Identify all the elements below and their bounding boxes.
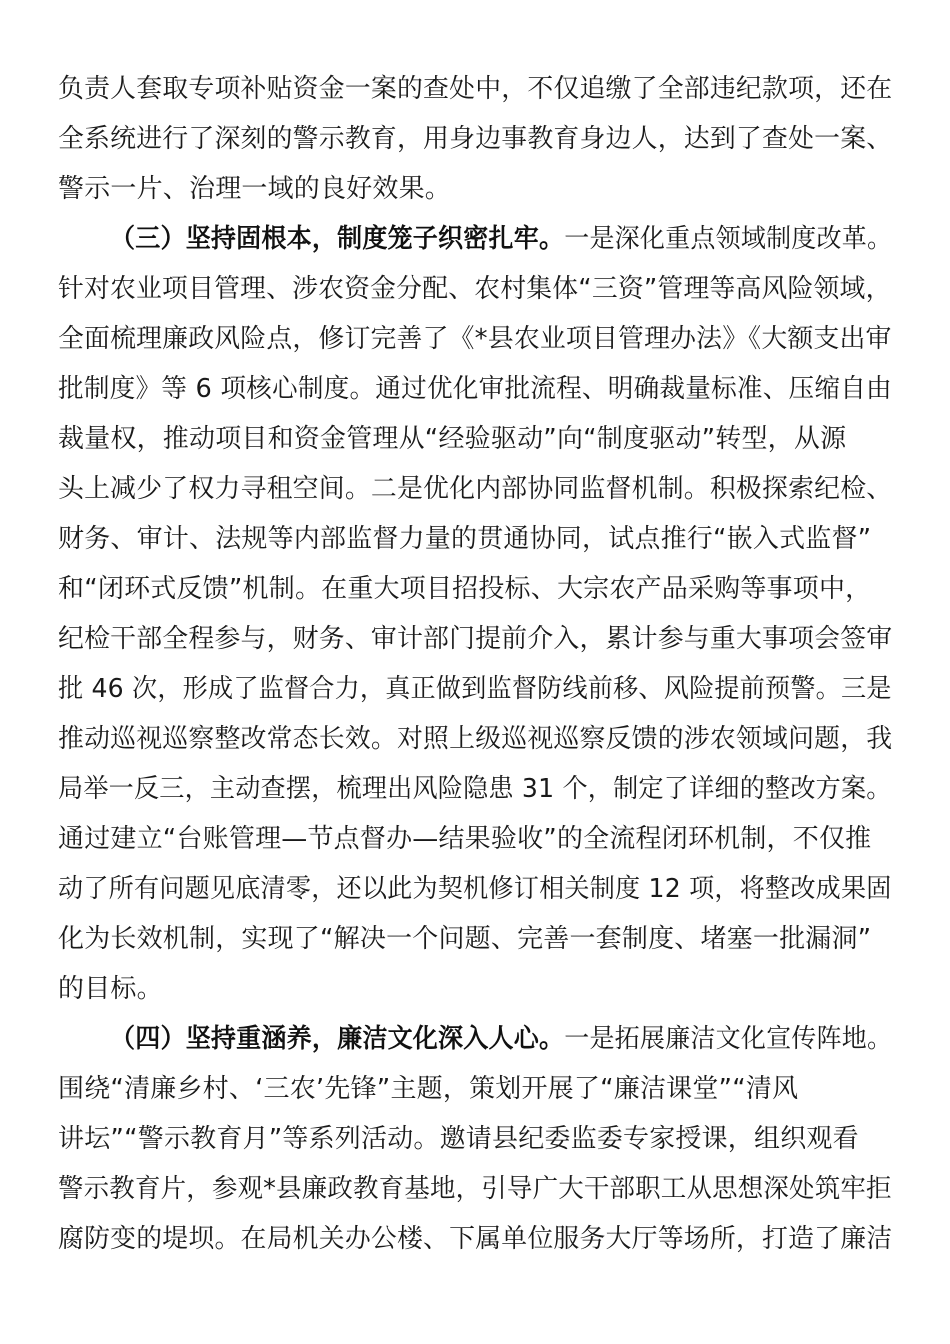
section-heading-4: （四）坚持重涵养，廉洁文化深入人心。 bbox=[110, 1024, 565, 1054]
text-line: 全系统进行了深刻的警示教育，用身边事教育身边人，达到了查处一案、 bbox=[58, 124, 893, 154]
text-line: 警示一片、治理一域的良好效果。 bbox=[58, 174, 452, 204]
section-heading-3: （三）坚持固根本，制度笼子织密扎牢。 bbox=[110, 224, 565, 254]
text-span: 一是深化重点领域制度改革。 bbox=[564, 224, 893, 254]
text-line: 头上减少了权力寻租空间。二是优化内部协同监督机制。积极探索纪检、 bbox=[58, 474, 893, 504]
text-line: 和“闭环式反馈”机制。在重大项目招投标、大宗农产品采购等事项中， bbox=[58, 574, 872, 604]
text-line: 纪检干部全程参与，财务、审计部门提前介入，累计参与重大事项会签审 bbox=[58, 624, 893, 654]
text-line: 围绕“清廉乡村、‘三农’先锋”主题，策划开展了“廉洁课堂”“清风 bbox=[58, 1074, 799, 1104]
text-line: 批制度》等 6 项核心制度。通过优化审批流程、明确裁量标准、压缩自由 bbox=[58, 374, 892, 404]
text-line: 财务、审计、法规等内部监督力量的贯通协同，试点推行“嵌入式监督” bbox=[58, 524, 872, 554]
text-line: 通过建立“台账管理—节点督办—结果验收”的全流程闭环机制，不仅推 bbox=[58, 824, 872, 854]
paragraph-heading-line bbox=[110, 222, 892, 256]
text-line: 腐防变的堤坝。在局机关办公楼、下属单位服务大厅等场所，打造了廉洁 bbox=[58, 1224, 893, 1254]
text-span: 一是拓展廉洁文化宣传阵地。 bbox=[564, 1024, 893, 1054]
text-line: 批 46 次，形成了监督合力，真正做到监督防线前移、风险提前预警。三是 bbox=[58, 674, 892, 704]
text-line: 化为长效机制，实现了“解决一个问题、完善一套制度、堵塞一批漏洞” bbox=[58, 924, 872, 954]
text-line: 负责人套取专项补贴资金一案的查处中，不仅追缴了全部违纪款项，还在 bbox=[58, 74, 893, 104]
text-line: 推动巡视巡察整改常态长效。对照上级巡视巡察反馈的涉农领域问题，我 bbox=[58, 724, 893, 754]
paragraph-heading-line bbox=[110, 1022, 892, 1056]
text-line: 针对农业项目管理、涉农资金分配、农村集体“三资”管理等高风险领域， bbox=[58, 274, 892, 304]
text-line: 全面梳理廉政风险点，修订完善了《*县农业项目管理办法》《大额支出审 bbox=[58, 324, 892, 354]
text-line: 局举一反三，主动查摆，梳理出风险隐患 31 个，制定了详细的整改方案。 bbox=[58, 774, 892, 804]
text-line: 的目标。 bbox=[58, 974, 163, 1004]
text-line: 讲坛”“警示教育月”等系列活动。邀请县纪委监委专家授课，组织观看 bbox=[58, 1124, 859, 1154]
text-line: 警示教育片，参观*县廉政教育基地，引导广大干部职工从思想深处筑牢拒 bbox=[58, 1174, 892, 1204]
text-line: 裁量权，推动项目和资金管理从“经验驱动”向“制度驱动”转型，从源 bbox=[58, 424, 847, 454]
text-line: 动了所有问题见底清零，还以此为契机修订相关制度 12 项，将整改成果固 bbox=[58, 874, 892, 904]
